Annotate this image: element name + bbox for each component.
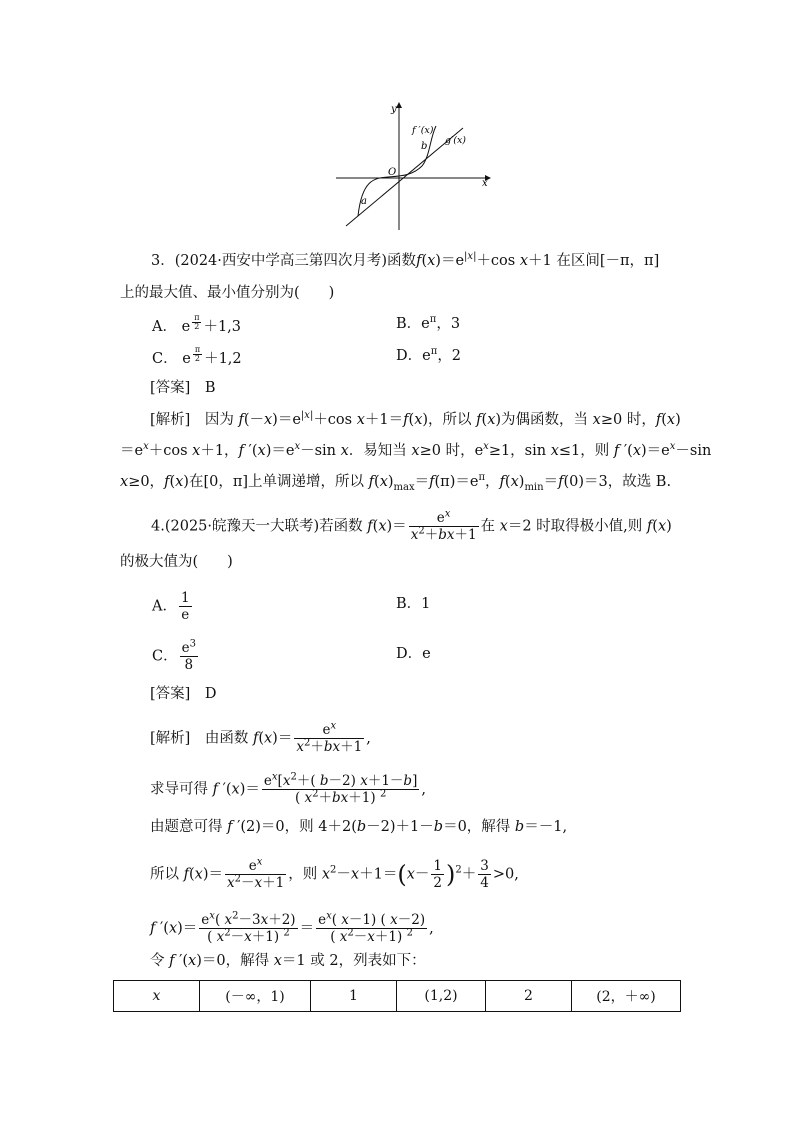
q3-analysis-line3: x≥0，f(x)在[0，π]上单调递增，所以 $f(x)_{max}=f(\pi)=e^\pi$，$f(x)_{min}=f(0)=3$，故选 B. bbox=[120, 472, 672, 493]
q4-stem-line2: 的极大值为( ) bbox=[120, 554, 233, 570]
sign-table bbox=[113, 980, 681, 1012]
g-prime-curve bbox=[358, 126, 436, 216]
q3-stem-line1: 3．(2024·西安中学高三第四次月考)函数$f(x)=e^{|x|}+\cos$ x＋1 在区间[－π，π] bbox=[151, 251, 660, 269]
q4-analysis-line5: f ′(x)＝ $\frac{e^x( x^2-3x+2)}{( x^2-x+1) ^2}$ ＝ $\frac{e^x( x-1) ( x-2)}{( x^2-x+1) ^2}$ , bbox=[150, 910, 434, 945]
x-axis-label: x bbox=[482, 178, 488, 189]
q3-option-d: D．$e^\pi$，2 bbox=[396, 346, 462, 364]
q4-option-a: A． $\frac{1}{e}$ bbox=[152, 590, 190, 623]
q4-analysis-line2: 求导可得 f ′(x)＝ $\frac{e^x[x^2+( b-2) x+1-b]}{( x^2+bx+1) ^2}$ , bbox=[150, 771, 426, 806]
q3-option-b: B．$e^\pi$，3 bbox=[396, 314, 461, 332]
table-cell: (1,2) bbox=[397, 981, 486, 1012]
g-prime-label: g′(x) bbox=[445, 135, 467, 146]
q3-answer: [答案] B bbox=[150, 380, 216, 396]
q3-option-a: A． e $^{\frac{\pi}{2}}$ ＋1,3 bbox=[152, 313, 242, 335]
q3-analysis-line1: [解析] 因为 $f(-x)=e^{|x|}+\cos$ x＋1＝f(x)，所以 f(x)为偶函数，当 x≥0 时，f(x) bbox=[150, 410, 681, 428]
q4-stem-line1: 4.(2025·皖豫天一大联考)若函数 f(x)＝ $\frac{e^x}{x^2+bx+1}$ 在 x＝2 时取得极小值,则 f(x) bbox=[151, 508, 672, 543]
q4-option-b: B．1 bbox=[396, 596, 431, 612]
q4-analysis-line1: [解析] 由函数 f(x)＝ $\frac{e^x}{x^2+bx+1}$ , bbox=[150, 720, 371, 755]
derivative-graph-figure bbox=[330, 98, 495, 233]
q4-option-c: C． $\frac{e^3}{8}$ bbox=[152, 638, 196, 673]
q4-analysis-line4: 所以 f(x)＝ $\frac{e^x}{x^2-x+1}$ ，则 $x^2-x+1=(x-$ $\frac{1}{2}$ )$^2$＋ $\frac{3}{4}$ >0, bbox=[150, 856, 519, 891]
point-b-label: b bbox=[421, 141, 428, 152]
q4-answer: [答案] D bbox=[150, 686, 217, 702]
table-cell: (－∞，1) bbox=[200, 981, 311, 1012]
q3-option-c: C． e $^{\frac{\pi}{2}}$ ＋1,2 bbox=[152, 345, 242, 367]
point-a-label: a bbox=[361, 196, 367, 207]
table-cell: 2 bbox=[486, 981, 572, 1012]
y-axis-arrow bbox=[396, 102, 402, 108]
q4-option-d: D．e bbox=[396, 646, 431, 662]
table-cell: 1 bbox=[311, 981, 397, 1012]
q4-analysis-line3: 由题意可得 f ′(2)＝0，则 4＋2(b－2)＋1－b＝0，解得 b＝－1, bbox=[150, 819, 568, 835]
f-prime-label: f ′(x) bbox=[412, 125, 434, 136]
y-axis-label: y bbox=[391, 104, 397, 115]
q4-analysis-line6: 令 f ′(x)＝0，解得 x＝1 或 2，列表如下： bbox=[150, 953, 426, 969]
q3-analysis-line2: $=e^x+\cos$ x＋1，f $'(x)=e^x-\sin$ x．易知当 x≥0 时，$e^x\ge 1$，sin x≤1，则 f $'(x)=e^x-\sin$ bbox=[120, 441, 712, 459]
table-cell: (2，＋∞) bbox=[572, 981, 681, 1012]
table-row bbox=[114, 981, 681, 1012]
table-cell: x bbox=[114, 981, 200, 1012]
q3-stem-line2: 上的最大值、最小值分别为( ) bbox=[120, 285, 335, 301]
origin-label: O bbox=[388, 167, 397, 178]
